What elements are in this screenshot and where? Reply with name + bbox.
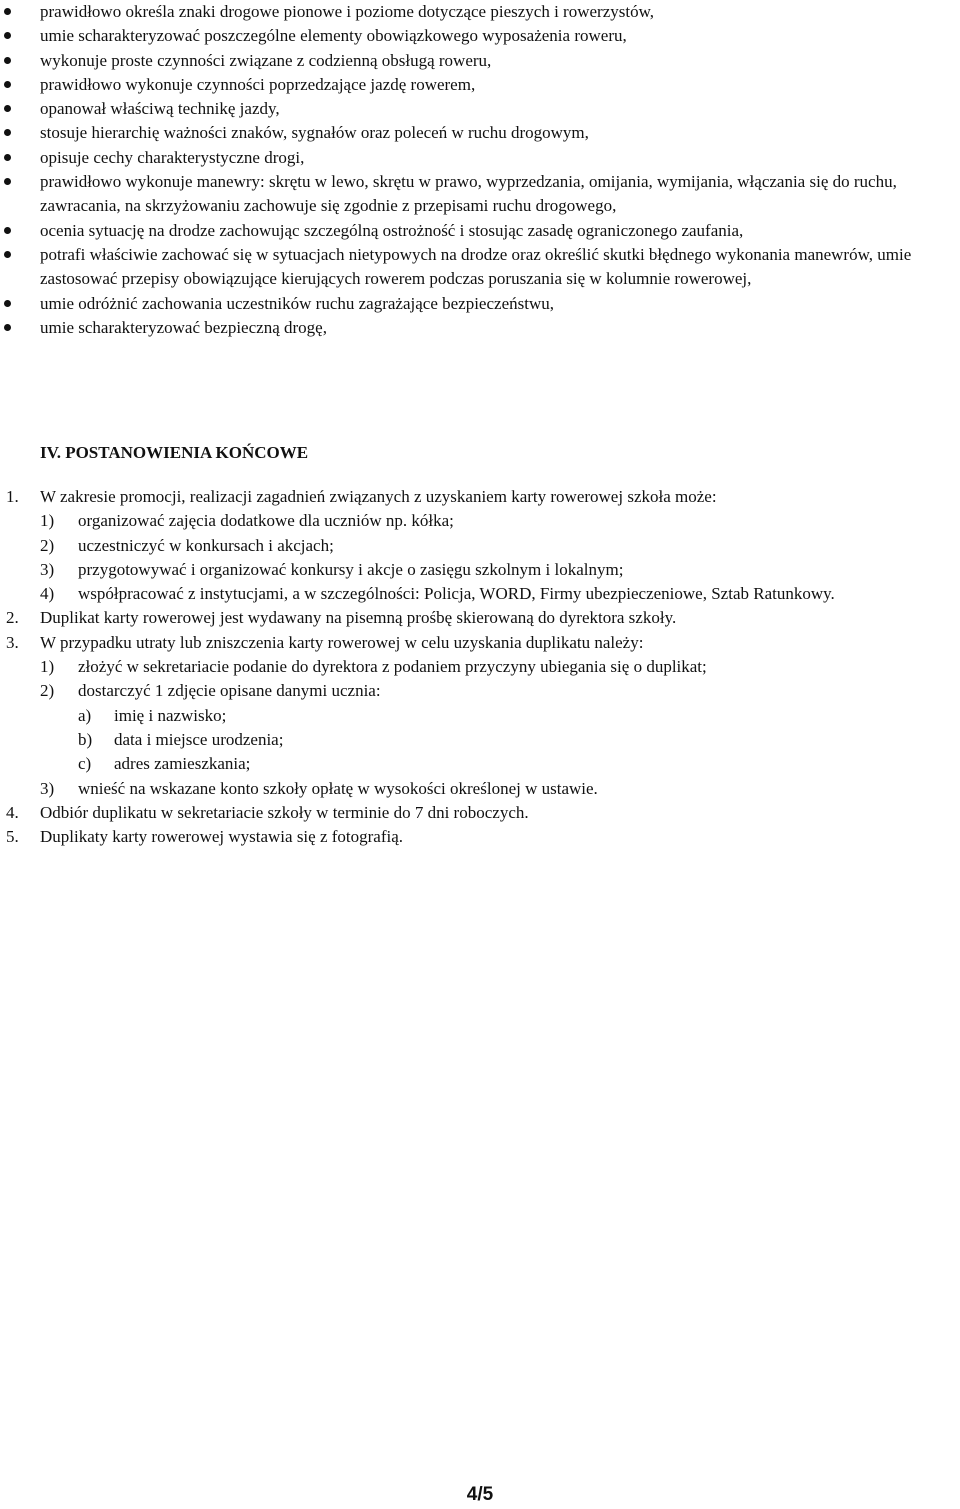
final-provisions-list xyxy=(0,485,960,849)
sub-item-number: 2) xyxy=(40,681,55,701)
sub-item-text: złożyć w sekretariacie podanie do dyrektora z podaniem przyczyny ubiegania się o duplikat; xyxy=(78,657,707,677)
bullet-text: umie scharakteryzować bezpieczną drogę, xyxy=(40,317,327,337)
item-number: 1. xyxy=(6,487,19,506)
bullet-dot xyxy=(4,324,11,331)
sub-item xyxy=(0,509,960,533)
bullet-dot xyxy=(4,178,11,185)
numbered-item xyxy=(0,606,960,630)
sub-sub-item-text: adres zamieszkania; xyxy=(114,754,251,774)
bullet-dot xyxy=(4,57,11,64)
sub-sub-item-text: data i miejsce urodzenia; xyxy=(114,729,284,749)
page-number: 4/5 xyxy=(466,1484,494,1505)
sub-item xyxy=(0,777,960,801)
bullet-dot xyxy=(4,251,11,258)
sub-item xyxy=(0,679,960,703)
item-text: W przypadku utraty lub zniszczenia karty rowerowej w celu uzyskania duplikatu należy: xyxy=(40,632,644,652)
bullet-dot xyxy=(4,81,11,88)
item-number: 5. xyxy=(6,827,19,847)
sub-item-text: przygotowywać i organizować konkursy i akcje o zasięgu szkolnym i lokalnym; xyxy=(78,559,624,579)
bullet-text: umie scharakteryzować poszczególne elementy obowiązkowego wyposażenia roweru, xyxy=(40,26,627,46)
numbered-item xyxy=(0,631,960,655)
bullet-item xyxy=(0,292,960,316)
sub-item-number: 3) xyxy=(40,559,55,579)
bullet-text: opisuje cechy charakterystyczne drogi, xyxy=(40,147,305,167)
bullet-dot xyxy=(4,227,11,234)
section-heading: IV. POSTANOWIENIA KOŃCOWE xyxy=(40,443,309,462)
bullet-text: stosuje hierarchię ważności znaków, sygnałów oraz poleceń w ruchu drogowym, xyxy=(40,123,589,143)
bullet-dot xyxy=(4,105,11,112)
item-text: Duplikat karty rowerowej jest wydawany na pisemną prośbę skierowaną do dyrektora szkoły. xyxy=(40,608,677,628)
bullet-text: opanował właściwą technikę jazdy, xyxy=(40,99,280,119)
bullet-text: prawidłowo wykonuje czynności poprzedzające jazdę rowerem, xyxy=(40,74,476,94)
bullet-item xyxy=(0,316,960,340)
bullet-item xyxy=(0,243,960,292)
sub-item-text: wnieść na wskazane konto szkoły opłatę w wysokości określonej w ustawie. xyxy=(78,778,598,798)
competency-bullet-list xyxy=(0,0,960,340)
bullet-dot xyxy=(4,154,11,161)
numbered-item xyxy=(0,801,960,825)
bullet-item xyxy=(0,73,960,97)
bullet-dot xyxy=(4,129,11,136)
bullet-text: umie odróżnić zachowania uczestników ruchu zagrażające bezpieczeństwu, xyxy=(40,293,554,313)
item-text: W zakresie promocji, realizacji zagadnień związanych z uzyskaniem karty rowerowej szkoła może: xyxy=(40,487,717,506)
bullet-item xyxy=(0,146,960,170)
item-number: 3. xyxy=(6,632,19,652)
sub-sub-item-text: imię i nazwisko; xyxy=(114,705,227,725)
item-text: Odbiór duplikatu w sekretariacie szkoły w terminie do 7 dni roboczych. xyxy=(40,802,529,822)
numbered-item xyxy=(0,825,960,849)
sub-item-number: 1) xyxy=(40,657,55,677)
sub-item-text: organizować zajęcia dodatkowe dla uczniów np. kółka; xyxy=(78,511,454,531)
bullet-item xyxy=(0,49,960,73)
item-number: 2. xyxy=(6,608,19,628)
bullet-dot xyxy=(4,300,11,307)
item-number: 4. xyxy=(6,802,19,822)
sub-item-number: 1) xyxy=(40,511,55,531)
sub-sub-item xyxy=(0,728,960,752)
bullet-text: prawidłowo wykonuje manewry: skrętu w lewo, skrętu w prawo, wyprzedzania, omijania, wymijania, włączania się do ruchu, zawracania, na skrzyżowaniu zachowuje się zgodnie z przepisami ruchu drogowego, xyxy=(40,172,897,216)
bullet-dot xyxy=(4,8,11,15)
sub-item-number: 3) xyxy=(40,778,55,798)
sub-item xyxy=(0,558,960,582)
bullet-item xyxy=(0,170,960,219)
bullet-dot xyxy=(4,32,11,39)
bullet-item xyxy=(0,121,960,145)
sub-item-number: 2) xyxy=(40,535,55,555)
sub-sub-item-letter: c) xyxy=(78,754,92,774)
sub-sub-item xyxy=(0,752,960,776)
item-text: Duplikaty karty rowerowej wystawia się z fotografią. xyxy=(40,827,404,847)
sub-item-text: dostarczyć 1 zdjęcie opisane danymi ucznia: xyxy=(78,681,381,701)
bullet-text: potrafi właściwie zachować się w sytuacjach nietypowych na drodze oraz określić skutki błędnego wykonania manewrów, umie zastosować przepisy obowiązujące kierujących rowerem podczas poruszania się w kolumnie rowerowej, xyxy=(40,244,912,289)
sub-item-text: uczestniczyć w konkursach i akcjach; xyxy=(78,535,334,555)
sub-sub-item-letter: b) xyxy=(78,729,93,749)
sub-sub-item xyxy=(0,704,960,728)
numbered-item xyxy=(0,485,960,509)
bullet-item xyxy=(0,0,960,24)
sub-item xyxy=(0,655,960,679)
bullet-text: prawidłowo określa znaki drogowe pionowe i poziome dotyczące pieszych i rowerzystów, xyxy=(40,2,655,21)
sub-item-text: współpracować z instytucjami, a w szczególności: Policja, WORD, Firmy ubezpieczeniowe, Sztab Ratunkowy. xyxy=(78,584,835,604)
bullet-text: ocenia sytuację na drodze zachowując szczególną ostrożność i stosując zasadę ograniczonego zaufania, xyxy=(40,220,744,240)
bullet-text: wykonuje proste czynności związane z codzienną obsługą roweru, xyxy=(40,50,492,70)
bullet-item xyxy=(0,219,960,243)
sub-item-number: 4) xyxy=(40,584,55,604)
bullet-item xyxy=(0,24,960,48)
sub-item xyxy=(0,582,960,606)
sub-item xyxy=(0,534,960,558)
sub-sub-item-letter: a) xyxy=(78,705,92,725)
bullet-item xyxy=(0,97,960,121)
